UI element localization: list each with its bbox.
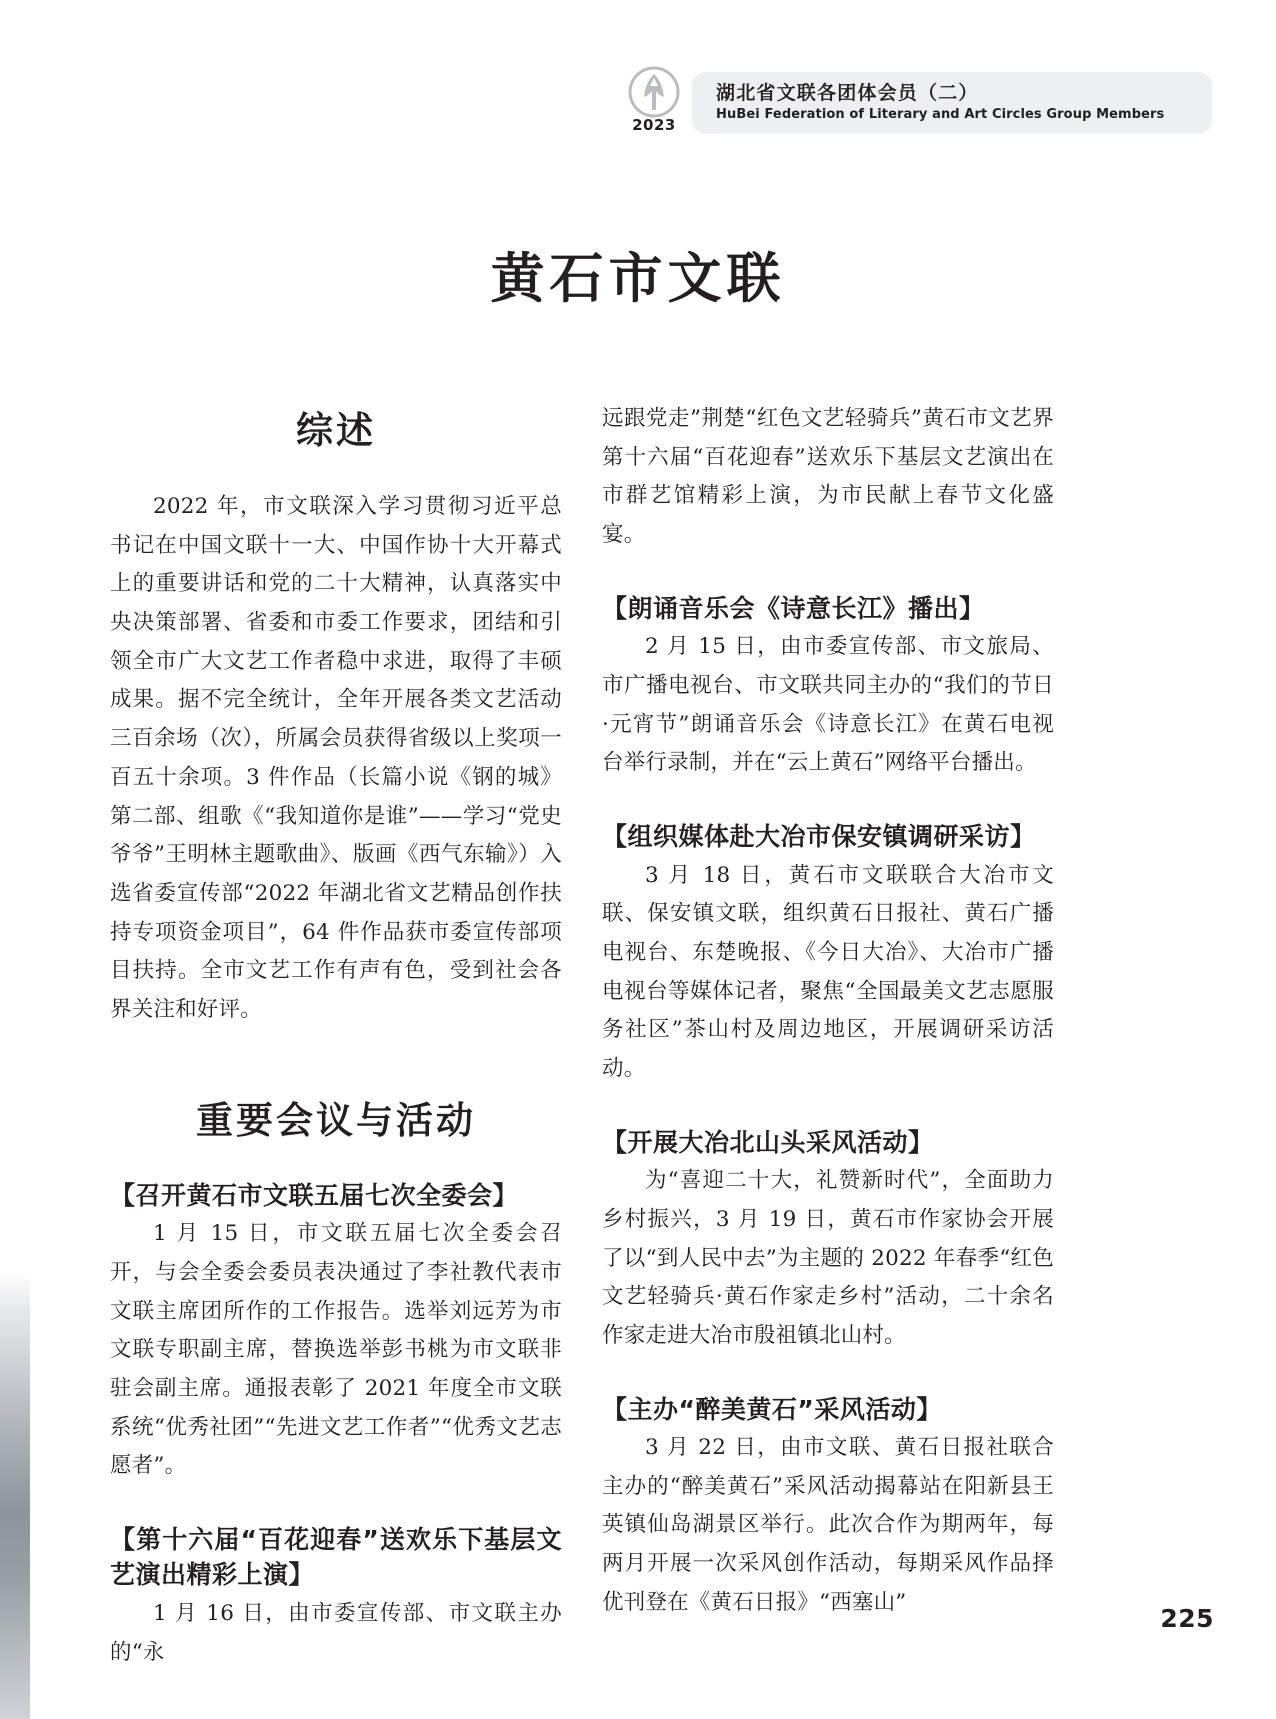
entry-title-baihua-performance: 【第十六届“百花迎春”送欢乐下基层文艺演出精彩上演】 [110,1524,562,1590]
entry-title-beishantou-field-trip: 【开展大冶北山头采风活动】 [602,1127,934,1157]
continued-paragraph: 远跟党走”荆楚“红色文艺轻骑兵”黄石市文艺界第十六届“百花迎春”送欢乐下基层文艺演出在市群艺馆精彩上演，为市民献上春节文化盛宴。 [602,406,1054,548]
entry-title-poetic-yangtze-concert: 【朗诵音乐会《诗意长江》播出】 [602,593,985,623]
entry-title-zuimei-huangshi-field-trip: 【主办“醉美黄石”采风活动】 [602,1394,942,1424]
entry-text-zuimei-huangshi-field-trip: 3 月 22 日，由市文联、黄石日报社联合主办的“醉美黄石”采风活动揭幕站在阳新县王英镇仙岛湖景区举行。此次合作为期两年，每两月开展一次采风创作活动，每期采风作品择优刊登在《黄石日报》“西塞山” [602,1435,1054,1615]
page-title: 黄石市文联 [490,246,786,311]
page-header [620,72,1212,134]
entry-text-baoan-media-visit: 3 月 18 日，黄石市文联联合大冶市文联、保安镇文联，组织黄石日报社、黄石广播电视台、东楚晚报、《今日大冶》、大冶市广播电视台等媒体记者，聚焦“全国最美文艺志愿服务社区”茶山村及周边地区，开展调研采访活动。 [602,862,1054,1081]
entry-title-baoan-media-visit: 【组织媒体赴大冶市保安镇调研采访】 [602,822,1036,851]
section-heading-overview: 综述 [296,408,376,452]
hubei-federation-logo-icon [628,66,680,118]
header-title-cn: 湖北省文联各团体会员（二） [716,82,979,104]
page-number: 225 [1160,1604,1214,1633]
overview-paragraph: 2022 年，市文联深入学习贯彻习近平总书记在中国文联十一大、中国作协十大开幕式上的重要讲话和党的二十大精神，认真落实中央决策部署、省委和市委工作要求，团结和引领全市广大文艺工作者稳中求进，取得了丰硕成果。据不完全统计，全年开展各类文艺活动三百余场（次），所属会员获得省级以上奖项一百五十余项。3 件作品（长篇小说《钢的城》第二部、组歌《“我知道你是谁”——学习“党史爷爷”王明林主题歌曲》、版画《西气东输》）入选省委宣传部“2022 年湖北省文艺精品创作扶持专项资金项目”，64 件作品获市委宣传部项目扶持。全市文艺工作有声有色，受到社会各界关注和好评。 [110,494,562,1022]
entry-text-poetic-yangtze-concert: 2 月 15 日，由市委宣传部、市文旅局、市广播电视台、市文联共同主办的“我们的节日·元宵节”朗诵音乐会《诗意长江》在黄石电视台举行录制，并在“云上黄石”网络平台播出。 [602,634,1054,776]
right-column [602,400,1054,1623]
entry-text-plenary-session: 1 月 15 日，市文联五届七次全委会召开，与会全委会委员表决通过了李社教代表市文联主席团所作的工作报告。选举刘远芳为市文联专职副主席，替换选举彭书桃为市文联非驻会副主席。通报表彰了 2021 年度全市文联系统“优秀社团”“先进文艺工作者”“优秀文艺志愿者”。 [110,1221,562,1479]
left-column [110,400,562,1672]
section-heading-meetings: 重要会议与活动 [196,1097,476,1142]
header-title-en: HuBei Federation of Literary and Art Circles Group Members [716,107,1165,122]
entry-text-beishantou-field-trip: 为“喜迎二十大，礼赞新时代”，全面助力乡村振兴，3 月 19 日，黄石市作家协会开展了以“到人民中去”为主题的 2022 年春季“红色文艺轻骑兵·黄石作家走乡村”活动，二十余名作家走进大冶市殷祖镇北山村。 [602,1168,1054,1348]
header-logo [620,66,692,142]
entry-title-plenary-session: 【召开黄石市文联五届七次全委会】 [110,1180,519,1210]
header-logo-year: 2023 [632,116,676,134]
entry-text-baihua-performance: 1 月 16 日，由市委宣传部、市文联主办的“永 [110,1600,562,1665]
